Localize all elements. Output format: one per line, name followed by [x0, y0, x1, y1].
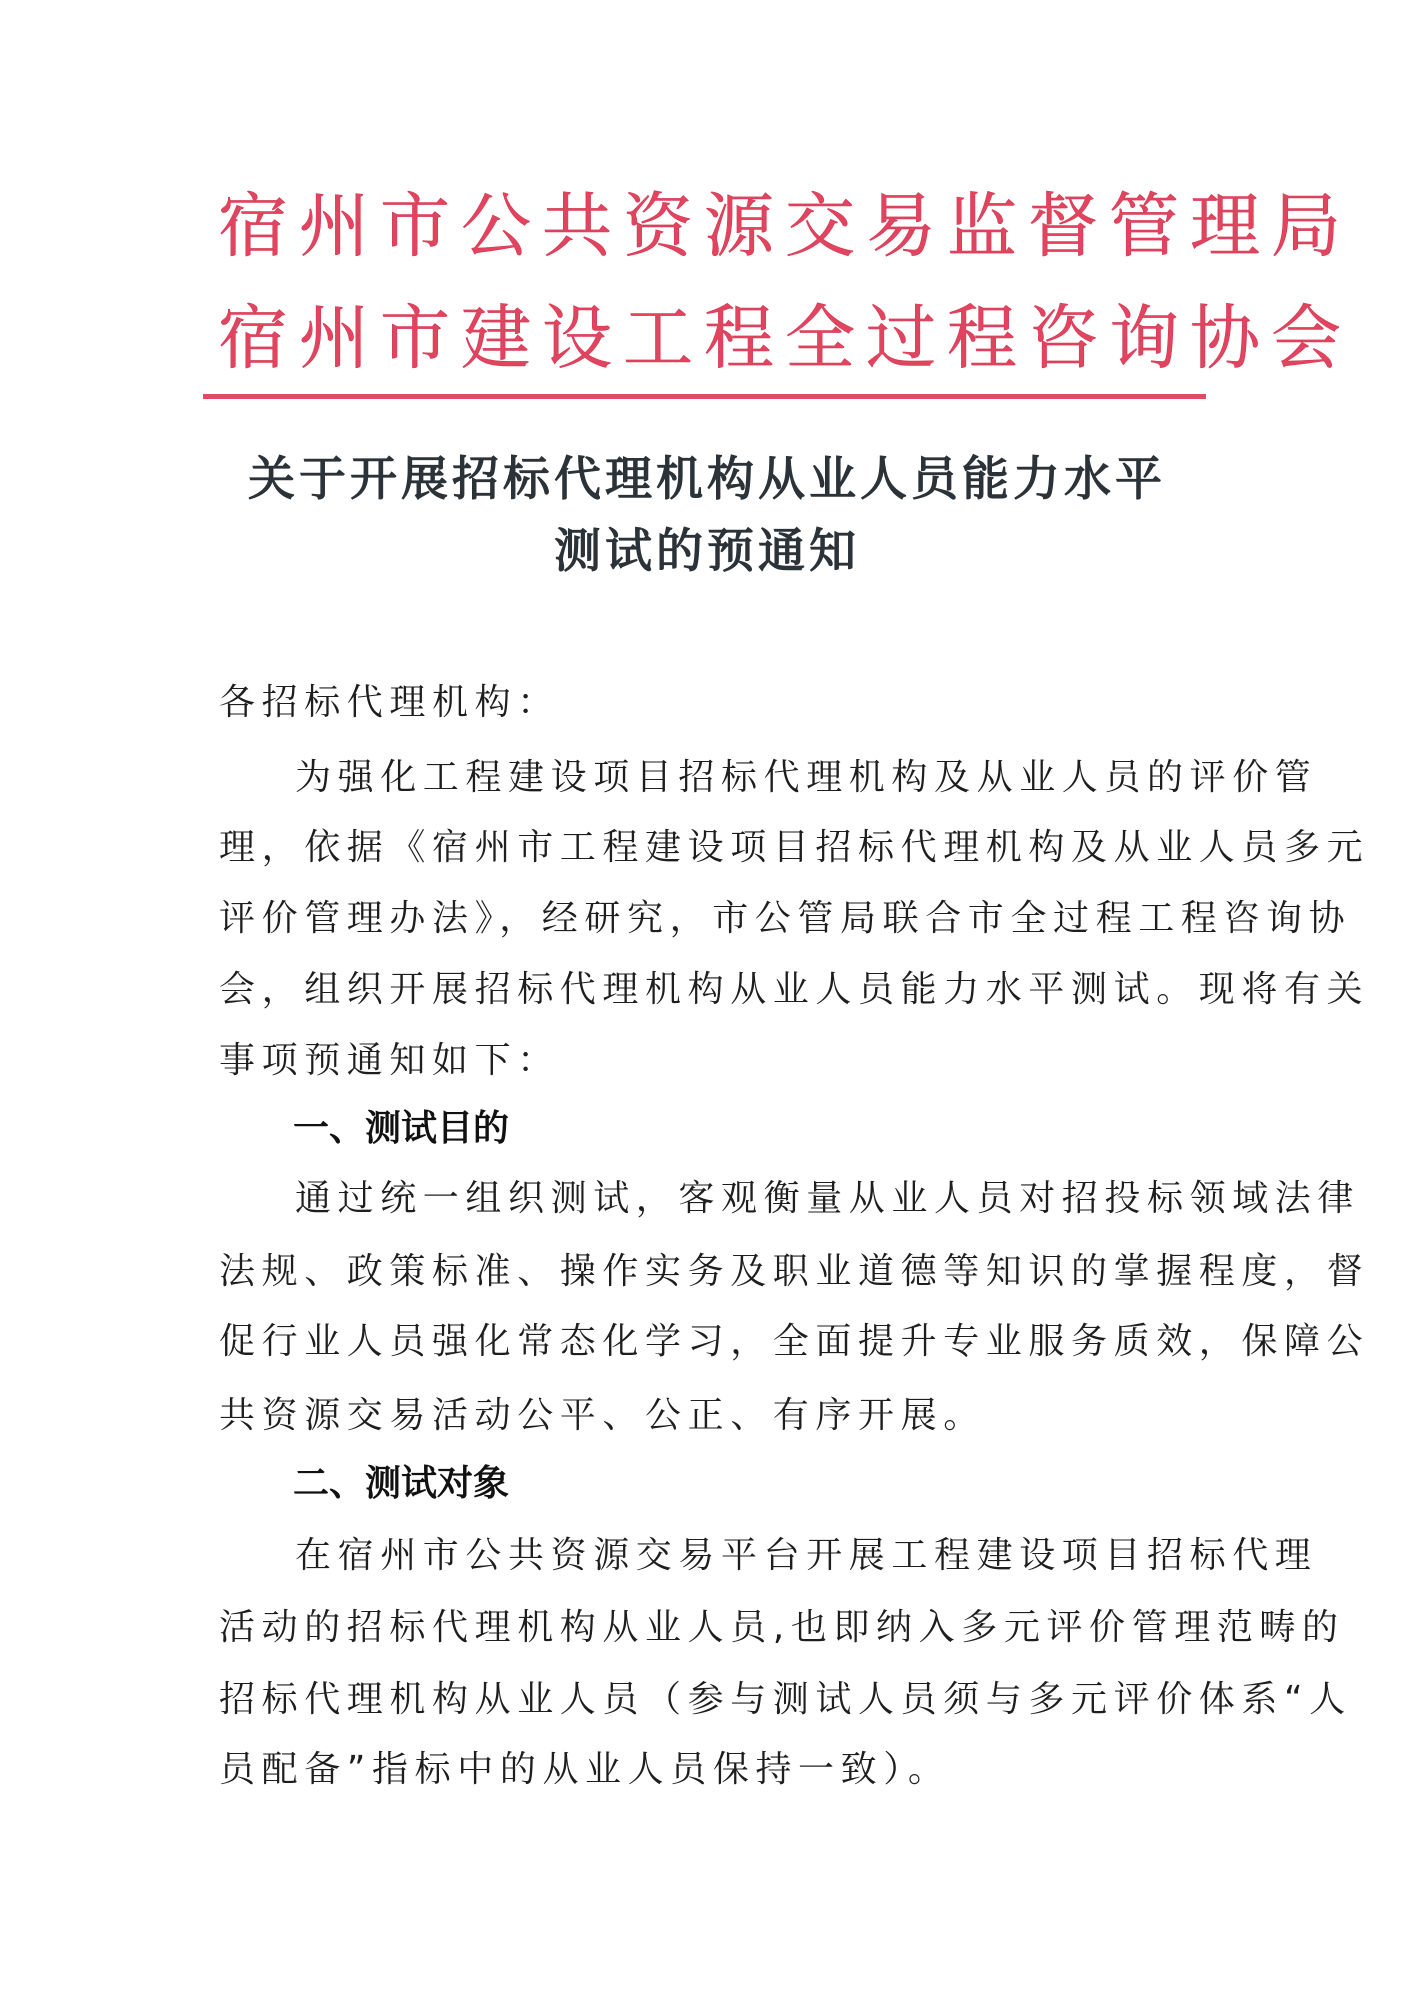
paragraph-line: 活动的招标代理机构从业人员,也即纳入多元评价管理范畴的: [219, 1607, 1345, 1648]
salutation: 各招标代理机构：: [219, 682, 560, 723]
document-title-line-1: 关于开展招标代理机构从业人员能力水平: [248, 452, 1166, 507]
document-title-line-2: 测试的预通知: [554, 524, 860, 579]
paragraph-line: 事项预通知如下：: [219, 1040, 560, 1081]
paragraph-line: 会，组织开展招标代理机构从业人员能力水平测试。现将有关: [219, 969, 1370, 1010]
paragraph-line: 法规、政策标准、操作实务及职业道德等知识的掌握程度，督: [219, 1251, 1370, 1292]
section-heading-purpose: 一、测试目的: [293, 1107, 510, 1148]
paragraph-line: 通过统一组织测试，客观衡量从业人员对招投标领域法律: [295, 1178, 1361, 1219]
paragraph-line: 理，依据《宿州市工程建设项目招标代理机构及从业人员多元: [219, 827, 1370, 868]
paragraph-line: 员配备”指标中的从业人员保持一致）。: [219, 1749, 951, 1790]
issuing-organization-2: 宿州市建设工程全过程咨询协会: [218, 297, 1352, 379]
paragraph-line: 促行业人员强化常态化学习，全面提升专业服务质效，保障公: [219, 1321, 1370, 1362]
paragraph-line: 招标代理机构从业人员（参与测试人员须与多元评价体系“人: [219, 1679, 1352, 1720]
issuing-organization-1: 宿州市公共资源交易监督管理局: [218, 185, 1352, 267]
paragraph-line: 为强化工程建设项目招标代理机构及从业人员的评价管: [295, 757, 1318, 798]
paragraph-line: 在宿州市公共资源交易平台开展工程建设项目招标代理: [295, 1535, 1318, 1576]
red-header-divider: [203, 394, 1206, 399]
paragraph-line: 共资源交易活动公平、公正、有序开展。: [219, 1395, 986, 1436]
section-heading-target: 二、测试对象: [293, 1462, 510, 1503]
paragraph-line: 评价管理办法》，经研究，市公管局联合市全过程工程咨询协: [219, 898, 1352, 939]
